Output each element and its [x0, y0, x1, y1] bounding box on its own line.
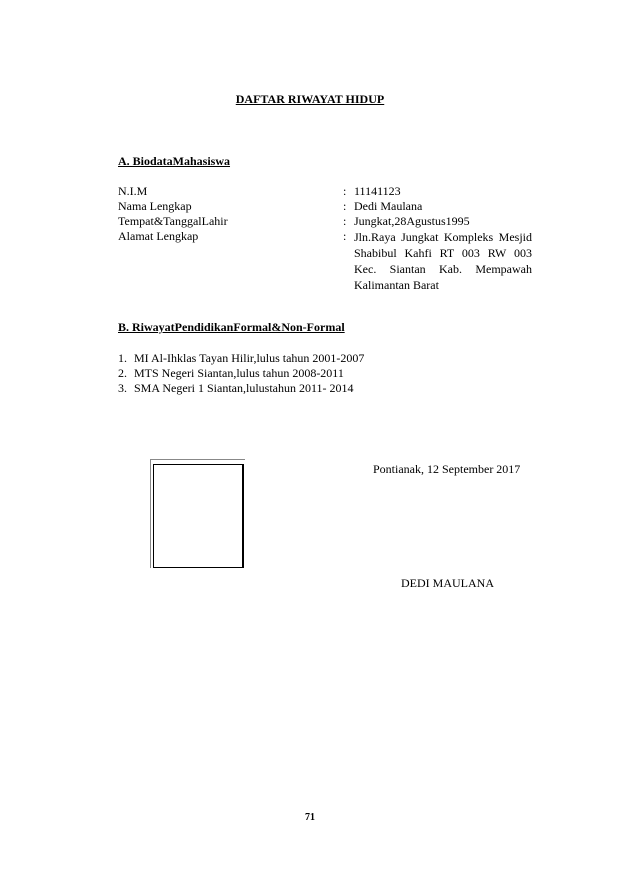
page-number: 71 [305, 812, 315, 823]
field-label-nim: N.I.M [118, 184, 148, 198]
education-item [118, 351, 364, 366]
field-colon-alamat: : [343, 229, 347, 243]
document-title: DAFTAR RIWAYAT HIDUP [235, 92, 385, 106]
field-value-ttl: Jungkat,28Agustus1995 [354, 214, 470, 228]
field-value-nama: Dedi Maulana [354, 199, 423, 213]
signature-place-date: Pontianak, 12 September 2017 [373, 462, 521, 476]
education-item-number: 3. [118, 381, 127, 395]
education-item-number: 2. [118, 366, 127, 380]
signature-name: DEDI MAULANA [401, 576, 494, 590]
field-label-alamat: Alamat Lengkap [118, 229, 199, 243]
field-label-ttl: Tempat&TanggalLahir [118, 214, 228, 228]
education-item-text: SMA Negeri 1 Siantan,lulustahun 2011- 2014 [134, 381, 354, 395]
section-b-heading: B. RiwayatPendidikanFormal&Non-Formal [118, 320, 345, 334]
section-a-heading: A. BiodataMahasiswa [118, 154, 231, 168]
education-item-text: MI Al-Ihklas Tayan Hilir,lulus tahun 2001-2007 [134, 351, 365, 365]
field-colon-nim: : [343, 184, 347, 198]
field-colon-ttl: : [343, 214, 347, 228]
field-label-nama: Nama Lengkap [118, 199, 192, 213]
education-item [118, 366, 344, 381]
photo-placeholder [153, 464, 244, 568]
field-value-nim: 11141123 [354, 184, 401, 198]
education-item [118, 381, 354, 396]
field-colon-nama: : [343, 199, 347, 213]
education-item-text: MTS Negeri Siantan,lulus tahun 2008-2011 [134, 366, 344, 380]
field-value-alamat: Jln.Raya Jungkat Kompleks Mesjid Shabibul Kahfi RT 003 RW 003 Kec. Siantan Kab. Mempawah Kalimantan Barat [354, 230, 532, 292]
education-item-number: 1. [118, 351, 127, 365]
